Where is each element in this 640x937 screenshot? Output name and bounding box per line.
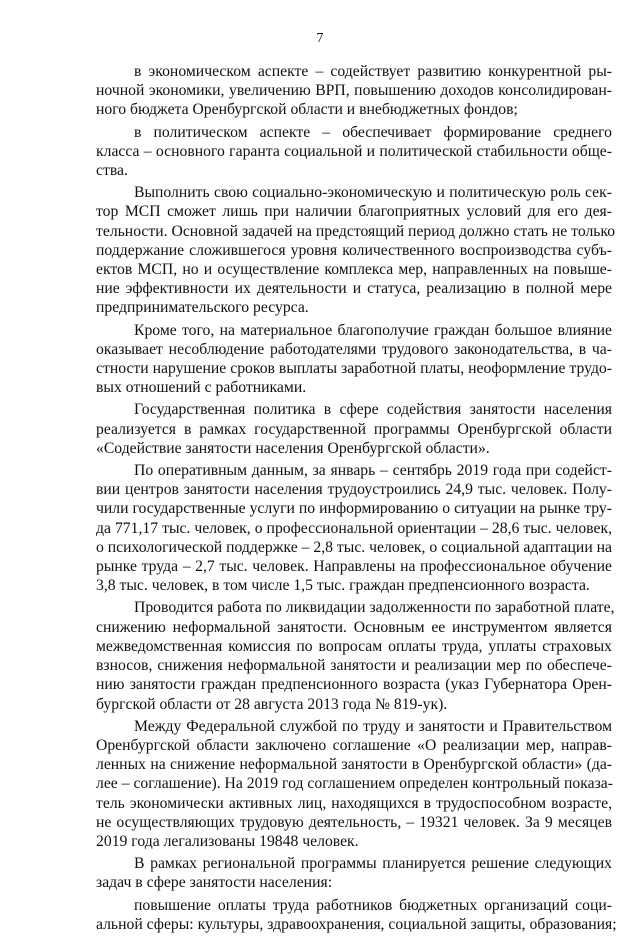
- text-line: Проводится работа по ликвидации задолженности по заработной плате,: [134, 599, 615, 617]
- text-line: стности нарушение сроков выплаты заработной платы, неоформление трудо-: [96, 360, 612, 378]
- text-line: ночной экономики, увеличению ВРП, повышению доходов консолидирован-: [96, 82, 612, 100]
- text-line: Выполнить свою социально-экономическую и политическую роль сек-: [134, 184, 612, 202]
- paragraph: [96, 717, 612, 851]
- text-line: межведомственная комиссия по вопросам оплаты труда, уплаты страховых: [96, 637, 612, 655]
- paragraph: [96, 896, 617, 934]
- paragraph: [96, 400, 612, 458]
- text-line: ние эффективности их деятельности и статуса, реализацию в полной мере: [96, 280, 612, 298]
- text-line: взносов, снижения неформальной занятости и реализации мер по обеспече-: [96, 657, 612, 675]
- text-line: в экономическом аспекте – содействует развитию конкурентной ры-: [134, 63, 612, 80]
- text-line: повышение оплаты труда работников бюджетных организаций соци-: [134, 896, 612, 914]
- text-line: предпринимательского ресурса.: [96, 299, 309, 317]
- text-line: тельности. Основной задачей на предстоящий период должно стать не только: [96, 222, 616, 240]
- text-line: задач в сфере занятости населения:: [96, 874, 333, 892]
- paragraph: [96, 461, 612, 595]
- text-line: не осуществляющих трудовую деятельность, – 19321 человек. За 9 месяцев: [96, 813, 612, 831]
- text-line: чили государственные услуги по информированию о ситуации на рынке тру-: [96, 500, 612, 518]
- text-line: тель экономически активных лиц, находящихся в трудоспособном возрасте,: [96, 794, 612, 812]
- text-line: оказывает несоблюдение работодателями трудового законодательства, в ча-: [96, 340, 612, 358]
- text-line: класса – основного гаранта социальной и политической стабильности обще-: [96, 142, 612, 160]
- text-line: вых отношений с работниками.: [96, 379, 307, 397]
- paragraph: [96, 854, 612, 892]
- text-line: ства.: [96, 162, 128, 180]
- paragraph: [96, 62, 612, 120]
- paragraph: [96, 123, 612, 181]
- text-line: ного бюджета Оренбургской области и внебюджетных фондов;: [96, 101, 518, 119]
- text-line: «Содействие занятости населения Оренбургской области».: [96, 439, 490, 457]
- text-line: 3,8 тыс. человек, в том числе 1,5 тыс. граждан предпенсионного возраста.: [96, 577, 590, 595]
- text-line: да 771,17 тыс. человек, о профессиональной ориентации – 28,6 тыс. человек,: [96, 519, 612, 537]
- text-line: тор МСП сможет лишь при наличии благоприятных условий для его дея-: [96, 203, 612, 221]
- text-line: бургской области от 28 августа 2013 года № 819-ук).: [96, 695, 448, 713]
- page-number: 7: [316, 31, 324, 46]
- text-line: Государственная политика в сфере содействия занятости населения: [134, 401, 612, 419]
- text-line: лее – соглашение). На 2019 год соглашением определен контрольный показа-: [96, 775, 613, 793]
- text-line: Кроме того, на материальное благополучие граждан большое влияние: [134, 321, 612, 339]
- text-line: По оперативным данным, за январь – сентябрь 2019 года при содейст-: [134, 462, 612, 480]
- paragraph: [96, 598, 615, 713]
- text-line: 2019 года легализованы 19848 человек.: [96, 832, 359, 850]
- text-line: ектов МСП, но и осуществление комплекса мер, направленных на повыше-: [96, 261, 612, 279]
- text-line: вии центров занятости населения трудоустроились 24,9 тыс. человек. Полу-: [96, 481, 612, 499]
- text-line: поддержание сложившегося уровня количественного воспроизводства субъ-: [96, 241, 612, 259]
- text-line: о психологической поддержке – 2,8 тыс. человек, о социальной адаптации на: [96, 538, 612, 556]
- paragraph: [96, 321, 612, 398]
- document-body: [96, 62, 617, 937]
- text-line: снижению неформальной занятости. Основным ее инструментом является: [96, 618, 612, 636]
- text-line: реализуется в рамках государственной программы Оренбургской области: [96, 420, 612, 438]
- text-line: альной сферы: культуры, здравоохранения, социальной защиты, образования;: [96, 915, 617, 933]
- text-line: в политическом аспекте – обеспечивает формирование среднего: [134, 123, 612, 141]
- text-line: Оренбургской области заключено соглашение «О реализации мер, направ-: [96, 736, 612, 754]
- text-line: рынке труда – 2,7 тыс. человек. Направлены на профессиональное обучение: [96, 558, 612, 576]
- text-line: В рамках региональной программы планируется решение следующих: [134, 855, 612, 873]
- paragraph: [96, 183, 616, 317]
- text-line: нию занятости граждан предпенсионного возраста (указ Губернатора Орен-: [96, 676, 612, 694]
- text-line: Между Федеральной службой по труду и занятости и Правительством: [134, 717, 612, 735]
- text-line: ленных на снижение неформальной занятости в Оренбургской области» (да-: [96, 756, 612, 774]
